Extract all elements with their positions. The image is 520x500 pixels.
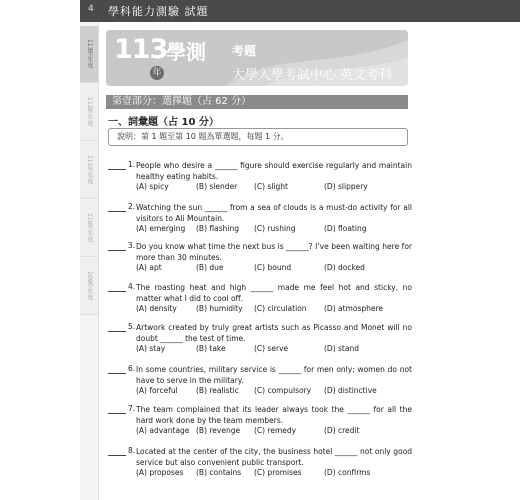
option-b[interactable]: (B) take	[196, 344, 226, 353]
section-title: 第壹部分：選擇題（占 62 分）	[106, 95, 408, 109]
question-text: The roasting heat and high ______ made me feel hot and sticky, no matter what I did to cool off.	[136, 283, 412, 303]
tab-111[interactable]: 111學年度	[80, 142, 98, 199]
banner-main-title: 學測	[166, 40, 206, 64]
option-d[interactable]: (D) atmosphere	[324, 304, 384, 313]
option-a[interactable]: (A) apt	[136, 263, 162, 272]
question-number: 6.	[128, 364, 136, 373]
option-a[interactable]: (A) stay	[136, 344, 166, 353]
option-c[interactable]: (C) remedy	[254, 426, 297, 435]
option-a[interactable]: (A) advantage	[136, 426, 190, 435]
option-b[interactable]: (B) revenge	[196, 426, 241, 435]
option-d[interactable]: (D) credit	[324, 426, 360, 435]
option-d[interactable]: (D) confirms	[324, 468, 371, 477]
banner-subtitle: 考題	[232, 44, 257, 58]
page-number: 4	[88, 4, 94, 14]
option-c[interactable]: (C) rushing	[254, 224, 296, 233]
answer-options	[136, 304, 412, 314]
option-c[interactable]: (C) serve	[254, 344, 289, 353]
option-b[interactable]: (B) contains	[196, 468, 242, 477]
banner-organization: 大學入學考試中心 英文考科	[231, 68, 392, 83]
option-d[interactable]: (D) distinctive	[324, 386, 377, 395]
question-number: 4.	[128, 282, 136, 291]
question-number: 2.	[128, 202, 136, 211]
banner-year-badge: 年	[150, 66, 164, 80]
answer-options	[136, 344, 412, 354]
answer-options	[136, 468, 412, 478]
banner-year: 113	[114, 34, 168, 65]
answer-options	[136, 426, 412, 436]
exam-banner	[106, 30, 408, 86]
option-b[interactable]: (B) slender	[196, 182, 238, 191]
tab-112[interactable]: 112學年度	[80, 84, 98, 141]
option-d[interactable]: (D) docked	[324, 263, 365, 272]
page-header	[80, 0, 520, 22]
question-number: 1.	[128, 160, 136, 169]
question-number: 3.	[128, 241, 136, 250]
answer-options	[136, 386, 412, 396]
year-tab-sidebar	[80, 22, 99, 500]
question-text: Do you know what time the next bus is ______? I’ve been waiting here for more than 30 minutes.	[136, 242, 412, 262]
subsection-title: 一、詞彙題（占 10 分）	[108, 117, 219, 128]
option-d[interactable]: (D) slippery	[324, 182, 368, 191]
question-number: 8.	[128, 446, 136, 455]
option-a[interactable]: (A) proposes	[136, 468, 184, 477]
option-b[interactable]: (B) due	[196, 263, 224, 272]
tab-110[interactable]: 110學年度	[80, 200, 98, 257]
answer-blank[interactable]	[108, 364, 126, 374]
answer-options	[136, 224, 412, 234]
answer-blank[interactable]	[108, 404, 126, 414]
option-b[interactable]: (B) humidity	[196, 304, 243, 313]
question-text: Artwork created by truly great artists such as Picasso and Monet will no doubt ______ the test of time.	[136, 323, 412, 343]
option-d[interactable]: (D) floating	[324, 224, 367, 233]
tab-113[interactable]: 113學年度	[80, 26, 98, 83]
option-c[interactable]: (C) compulsory	[254, 386, 312, 395]
answer-blank[interactable]	[108, 160, 126, 170]
header-title: 學科能力測驗 試題	[108, 5, 209, 18]
option-c[interactable]: (C) slight	[254, 182, 289, 191]
option-a[interactable]: (A) emerging	[136, 224, 186, 233]
question-number: 5.	[128, 322, 136, 331]
option-b[interactable]: (B) flashing	[196, 224, 239, 233]
option-a[interactable]: (A) spicy	[136, 182, 169, 191]
option-c[interactable]: (C) bound	[254, 263, 292, 272]
answer-blank[interactable]	[108, 322, 126, 332]
option-c[interactable]: (C) promises	[254, 468, 302, 477]
option-a[interactable]: (A) forceful	[136, 386, 178, 395]
question-text: In some countries, military service is ______ for men only; women do not have to serve in the military.	[136, 365, 412, 385]
tab-109[interactable]: 109學年度	[80, 258, 98, 315]
answer-blank[interactable]	[108, 446, 126, 456]
question-number: 7.	[128, 404, 136, 413]
answer-blank[interactable]	[108, 241, 126, 251]
answer-options	[136, 263, 412, 273]
answer-blank[interactable]	[108, 202, 126, 212]
answer-blank[interactable]	[108, 282, 126, 292]
question-text: People who desire a ______ figure should exercise regularly and maintain healthy eating habits.	[136, 161, 412, 181]
answer-options	[136, 182, 412, 192]
instruction-box: 說明：第 1 題至第 10 題為單選題，每題 1 分。	[108, 128, 408, 146]
question-text: Located at the center of the city, the business hotel ______ not only good service but also convenient public transport.	[136, 447, 412, 467]
option-a[interactable]: (A) density	[136, 304, 177, 313]
option-d[interactable]: (D) stand	[324, 344, 359, 353]
question-text: Watching the sun ______ from a sea of clouds is a must-do activity for all visitors to Ali Mountain.	[136, 203, 412, 223]
option-b[interactable]: (B) realistic	[196, 386, 239, 395]
question-text: The team complained that its leader always took the ______ for all the hard work done by the team members.	[136, 405, 412, 425]
option-c[interactable]: (C) circulation	[254, 304, 307, 313]
